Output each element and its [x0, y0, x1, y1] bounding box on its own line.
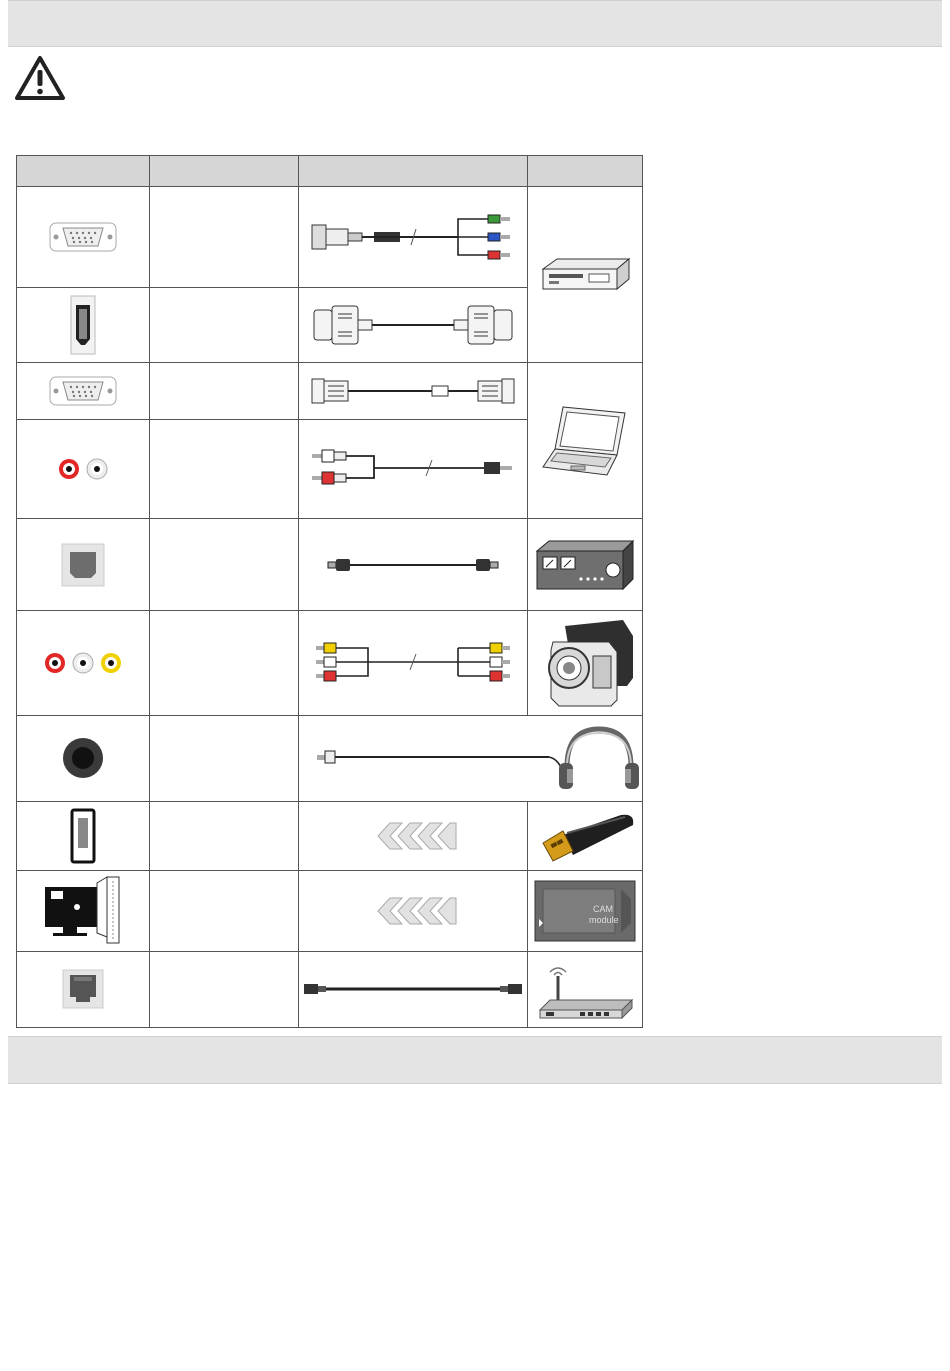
type-cell: [150, 288, 299, 363]
ci-slot-tv-icon: [41, 875, 125, 947]
headphone-jack-icon: [61, 736, 105, 780]
cable-cell: [299, 870, 528, 951]
optical-port-icon: [61, 543, 105, 587]
table-row: [17, 951, 643, 1027]
table-row: [17, 870, 643, 951]
module-label: module: [589, 914, 619, 925]
camcorder-icon: [535, 616, 635, 710]
cable-cell: [299, 611, 528, 715]
av-rca-cable-icon: [308, 638, 518, 688]
type-cell: [150, 801, 299, 870]
port-cell: [17, 187, 150, 288]
usb-port-icon: [70, 808, 96, 864]
cable-cell: [299, 420, 528, 519]
cable-cell: [299, 187, 528, 288]
port-cell: [17, 420, 150, 519]
device-cell: [528, 951, 643, 1027]
type-cell: [150, 363, 299, 420]
top-header-band: [8, 0, 942, 47]
column-header-cables: [299, 156, 528, 187]
dvd-player-icon: [537, 255, 633, 295]
port-cell: [17, 519, 150, 611]
device-cell: [528, 187, 643, 363]
vga-cable-icon: [308, 371, 518, 411]
table-row: [17, 611, 643, 715]
device-cell: [528, 801, 643, 870]
rca-to-minijack-cable-icon: [308, 444, 518, 494]
insert-arrows-icon: [368, 821, 458, 851]
device-cell: [528, 519, 643, 611]
cable-cell: [299, 801, 528, 870]
headphone-cable-icon: [309, 723, 639, 793]
type-cell: [150, 611, 299, 715]
cable-cell: [299, 519, 528, 611]
hdmi-cable-icon: [308, 300, 518, 350]
cable-cell: [299, 363, 528, 420]
device-cell: [528, 611, 643, 715]
type-cell: [150, 715, 299, 801]
audio-rca-port-icon: [53, 455, 113, 483]
cable-device-cell: [299, 715, 643, 801]
table-row: [17, 187, 643, 288]
cable-cell: [299, 951, 528, 1027]
type-cell: [150, 420, 299, 519]
av-rca-port-icon: [41, 649, 125, 677]
table-row: [17, 801, 643, 870]
port-cell: [17, 611, 150, 715]
bottom-section-band: [8, 1036, 942, 1084]
router-icon: [536, 958, 634, 1020]
table-row: [17, 715, 643, 801]
usb-stick-icon: [533, 809, 637, 863]
headphones-icon: [559, 729, 639, 789]
column-header-connector: [17, 156, 150, 187]
column-header-device: [528, 156, 643, 187]
table-row: [17, 363, 643, 420]
type-cell: [150, 519, 299, 611]
insert-arrows-icon: [368, 896, 458, 926]
hdmi-port-icon: [70, 295, 96, 355]
type-cell: [150, 951, 299, 1027]
warning-triangle-icon: [14, 54, 66, 102]
port-cell: [17, 363, 150, 420]
amplifier-icon: [533, 537, 637, 593]
port-cell: [17, 951, 150, 1027]
connection-table: [16, 155, 643, 1028]
vga-port-icon: [49, 220, 117, 254]
cable-cell: [299, 288, 528, 363]
port-cell: [17, 870, 150, 951]
laptop-icon: [541, 403, 629, 479]
table-header-row: [17, 156, 643, 187]
cam-module-icon: [533, 879, 637, 943]
port-cell: [17, 288, 150, 363]
optical-cable-icon: [308, 550, 518, 580]
type-cell: [150, 187, 299, 288]
vga-port-icon: [49, 374, 117, 408]
column-header-type: [150, 156, 299, 187]
port-cell: [17, 715, 150, 801]
type-cell: [150, 870, 299, 951]
vga-to-component-cable-icon: [308, 207, 518, 267]
device-cell: [528, 870, 643, 951]
ethernet-cable-icon: [302, 979, 524, 999]
table-row: [17, 519, 643, 611]
port-cell: [17, 801, 150, 870]
device-cell: [528, 363, 643, 519]
cam-label: CAM: [593, 903, 613, 914]
ethernet-port-icon: [62, 969, 104, 1009]
